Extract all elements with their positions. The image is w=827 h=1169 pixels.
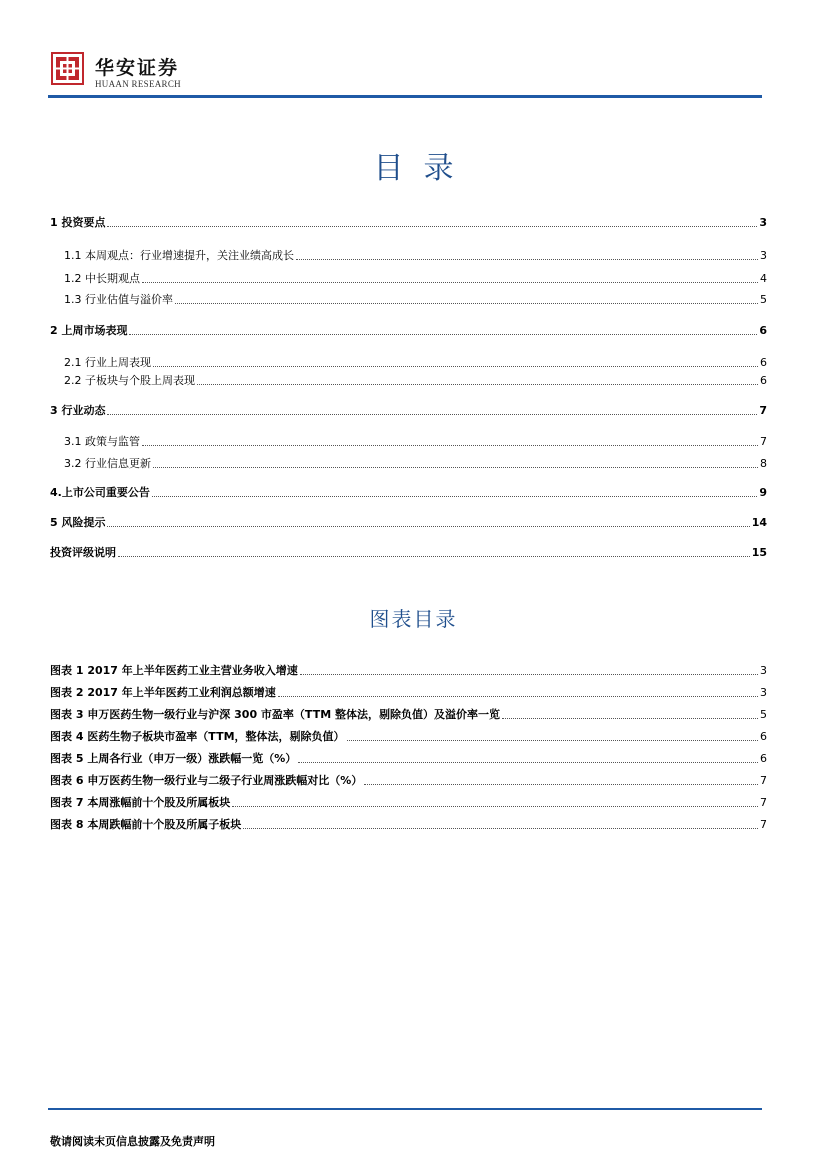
leader-dots xyxy=(243,828,758,829)
brand-name-cn: 华安证券 xyxy=(95,57,180,79)
footer-disclaimer: 敬请阅读末页信息披露及免责声明 xyxy=(50,1135,215,1148)
leader-dots xyxy=(142,282,758,283)
figure-entry[interactable] xyxy=(50,708,767,722)
leader-dots xyxy=(152,496,758,497)
toc-entry-label: 5 风险提示 xyxy=(50,516,106,529)
figure-entry[interactable] xyxy=(50,774,767,788)
figure-entry-page: 7 xyxy=(760,774,767,787)
toc-entry-page: 3 xyxy=(759,216,767,229)
leader-dots xyxy=(107,414,757,415)
toc-entry-label: 1.2 中长期观点 xyxy=(64,272,140,285)
toc-entry-page: 6 xyxy=(760,356,767,369)
figure-entry-label: 图表 8 本周跌幅前十个股及所属子板块 xyxy=(50,818,242,831)
figure-entry-label: 图表 3 申万医药生物一级行业与沪深 300 市盈率（TTM 整体法，剔除负值）及溢价率一览 xyxy=(50,708,500,721)
toc-entry-page: 7 xyxy=(759,404,767,417)
toc-entry[interactable] xyxy=(50,249,767,263)
figure-entry-page: 3 xyxy=(760,686,767,699)
toc-entry[interactable] xyxy=(50,516,767,530)
toc-entry[interactable] xyxy=(50,435,767,449)
toc-entry-page: 3 xyxy=(760,249,767,262)
toc-entry[interactable] xyxy=(50,293,767,307)
toc-entry-page: 6 xyxy=(760,374,767,387)
toc-title: 目录 xyxy=(373,151,474,186)
figure-entry-label: 图表 6 申万医药生物一级行业与二级子行业周涨跌幅对比（%） xyxy=(50,774,363,787)
leader-dots xyxy=(175,303,758,304)
figure-entry-label: 图表 2 2017 年上半年医药工业利润总额增速 xyxy=(50,686,276,699)
leader-dots xyxy=(347,740,758,741)
footer-divider xyxy=(48,1108,762,1110)
figure-entry-page: 6 xyxy=(760,730,767,743)
figure-entry-label: 图表 7 本周涨幅前十个股及所属板块 xyxy=(50,796,231,809)
brand-name-en: HUAAN RESEARCH xyxy=(95,79,181,89)
figure-entry[interactable] xyxy=(50,752,767,766)
toc-entry-label: 投资评级说明 xyxy=(50,546,116,559)
figure-entry-label: 图表 5 上周各行业（申万一级）涨跌幅一览（%） xyxy=(50,752,297,765)
figure-entry-page: 6 xyxy=(760,752,767,765)
toc-entry-label: 2.2 子板块与个股上周表现 xyxy=(64,374,195,387)
toc-entry-label: 3.1 政策与监管 xyxy=(64,435,140,448)
toc-entry[interactable] xyxy=(50,546,767,560)
toc-entry-label: 1.1 本周观点：行业增速提升，关注业绩高成长 xyxy=(64,249,294,262)
toc-entry[interactable] xyxy=(50,216,767,230)
toc-entry-page: 15 xyxy=(751,546,767,559)
figure-entry[interactable] xyxy=(50,686,767,700)
figure-entry[interactable] xyxy=(50,730,767,744)
leader-dots xyxy=(153,467,758,468)
page-header xyxy=(0,0,827,100)
leader-dots xyxy=(197,384,758,385)
figure-entry-page: 7 xyxy=(760,818,767,831)
toc-entry-label: 4.上市公司重要公告 xyxy=(50,486,150,499)
figure-entry-page: 3 xyxy=(760,664,767,677)
toc-entry[interactable] xyxy=(50,404,767,418)
toc-entry[interactable] xyxy=(50,374,767,388)
toc-entry-label: 3 行业动态 xyxy=(50,404,106,417)
toc-entry-page: 4 xyxy=(760,272,767,285)
toc-entry-page: 7 xyxy=(760,435,767,448)
leader-dots xyxy=(107,526,749,527)
leader-dots xyxy=(118,556,750,557)
toc-entry-page: 14 xyxy=(751,516,767,529)
figure-entry-page: 7 xyxy=(760,796,767,809)
leader-dots xyxy=(107,226,757,227)
toc-entry[interactable] xyxy=(50,356,767,370)
leader-dots xyxy=(298,762,758,763)
toc-entry-label: 2.1 行业上周表现 xyxy=(64,356,151,369)
leader-dots xyxy=(129,334,757,335)
leader-dots xyxy=(278,696,758,697)
header-divider xyxy=(48,95,762,98)
toc-entry[interactable] xyxy=(50,272,767,286)
figure-entry[interactable] xyxy=(50,818,767,832)
figure-entry-page: 5 xyxy=(760,708,767,721)
toc-entry-label: 1.3 行业估值与溢价率 xyxy=(64,293,173,306)
leader-dots xyxy=(502,718,758,719)
toc-entry-page: 8 xyxy=(760,457,767,470)
toc-entry-label: 3.2 行业信息更新 xyxy=(64,457,151,470)
figure-list-title: 图表目录 xyxy=(369,607,458,631)
toc-entry[interactable] xyxy=(50,324,767,338)
figure-entry-label: 图表 1 2017 年上半年医药工业主营业务收入增速 xyxy=(50,664,298,677)
toc-entry-label: 1 投资要点 xyxy=(50,216,106,229)
leader-dots xyxy=(142,445,758,446)
toc-entry-page: 6 xyxy=(759,324,767,337)
huaan-logo-icon xyxy=(51,52,84,85)
toc-entry-page: 9 xyxy=(759,486,767,499)
toc-entry-label: 2 上周市场表现 xyxy=(50,324,128,337)
leader-dots xyxy=(232,806,758,807)
leader-dots xyxy=(296,259,758,260)
figure-entry[interactable] xyxy=(50,664,767,678)
leader-dots xyxy=(153,366,758,367)
figure-entry-label: 图表 4 医药生物子板块市盈率（TTM，整体法，剔除负值） xyxy=(50,730,345,743)
leader-dots xyxy=(300,674,758,675)
toc-entry[interactable] xyxy=(50,486,767,500)
toc-entry[interactable] xyxy=(50,457,767,471)
leader-dots xyxy=(364,784,758,785)
toc-entry-page: 5 xyxy=(760,293,767,306)
figure-entry[interactable] xyxy=(50,796,767,810)
